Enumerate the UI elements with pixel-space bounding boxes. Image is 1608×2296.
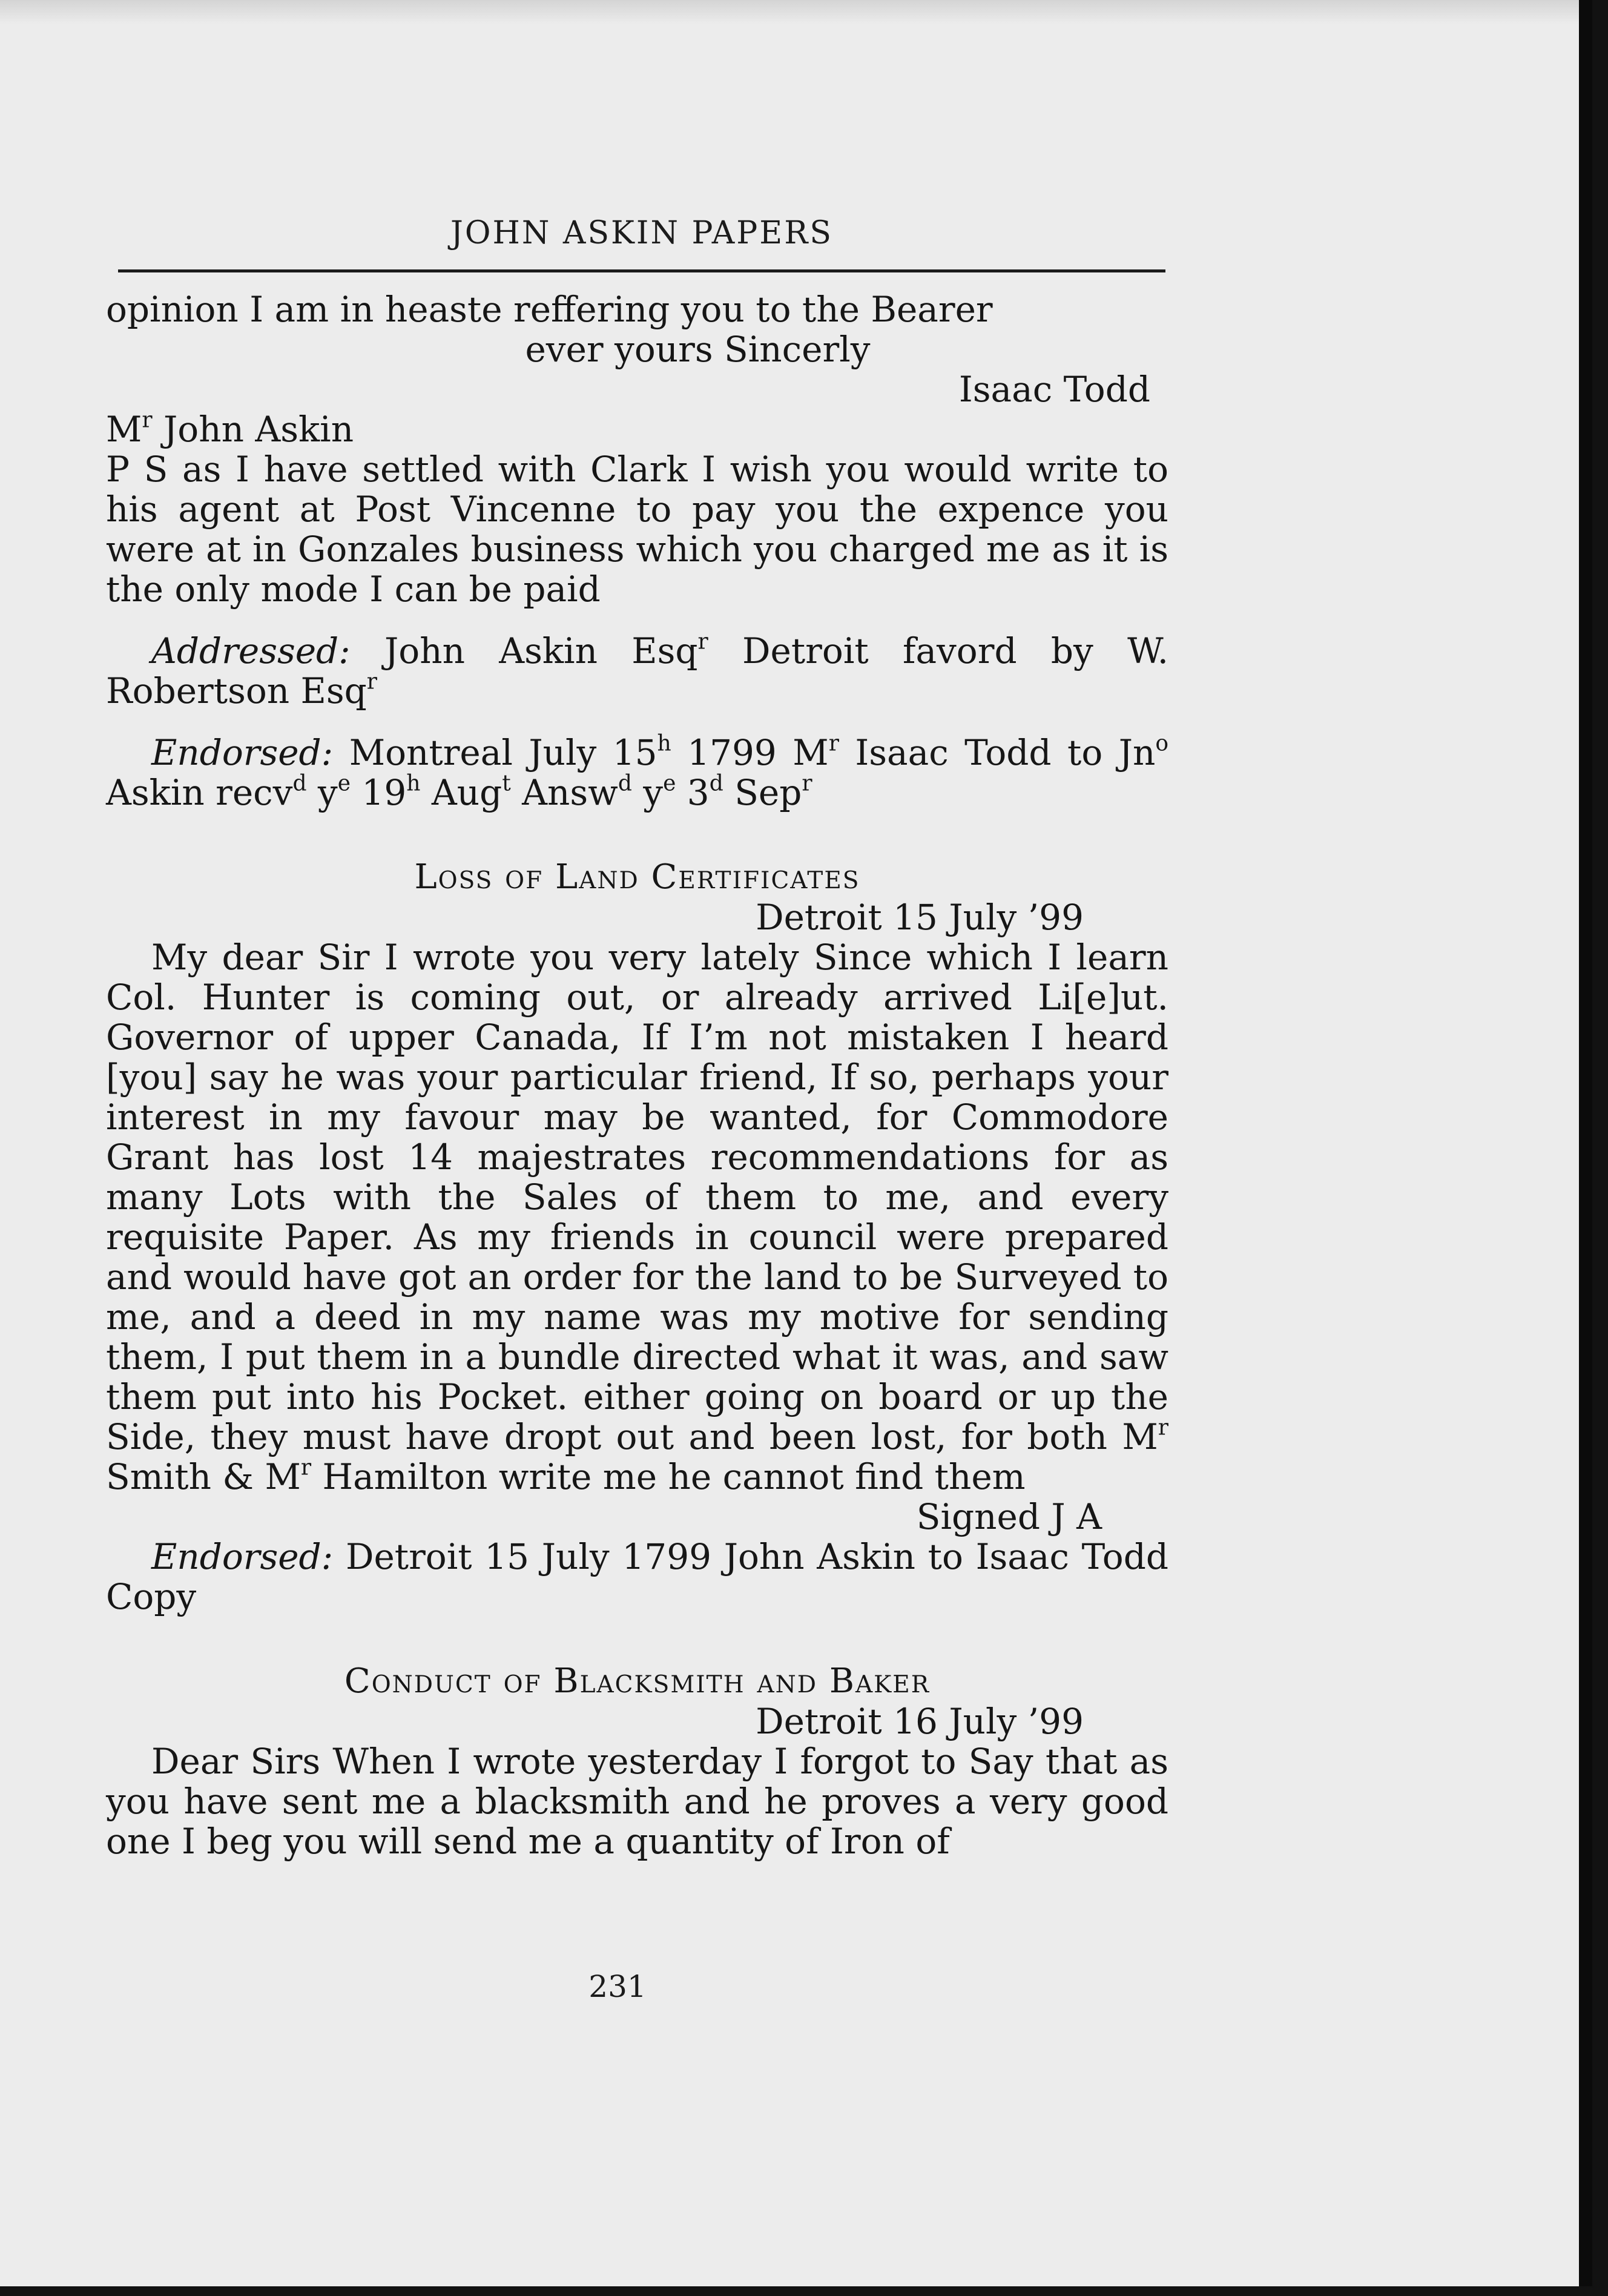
header-rule bbox=[118, 269, 1165, 272]
page-text bbox=[106, 289, 1168, 1861]
running-head: JOHN ASKIN PAPERS bbox=[450, 215, 833, 251]
letter1-endorsed: Endorsed: Montreal July 15$^h$ 1799 $M^r$ Isaac Todd to Jn$^o$ Askin recv$^d$ $y^e$ 19$^h$ Aug$^t$ Answ$^d$ $y^e$ 3$^d$ Sep$^r$ bbox=[106, 731, 1168, 813]
endorsed-label: Endorsed: bbox=[151, 732, 334, 773]
letter2-heading: Loss of Land Certificates bbox=[414, 857, 860, 897]
letter2-endorsed: Endorsed: Detroit 15 July 1799 John Askin to Isaac Todd Copy bbox=[106, 1536, 1168, 1617]
endorsed-label: Endorsed: bbox=[151, 1536, 334, 1577]
letter2-signed: Signed J A bbox=[916, 1496, 1102, 1537]
letter1-recipient: $M^r$ John Askin bbox=[106, 407, 354, 450]
addressed-label: Addressed: bbox=[151, 630, 351, 671]
page-shadow bbox=[0, 0, 1579, 24]
letter1-closing-line: opinion I am in heaste reffering you to the Bearer bbox=[106, 289, 993, 330]
letter2-body: My dear Sir I wrote you very lately Since which I learn Col. Hunter is coming out, or already arrived Li[e]ut. Governor of upper Canada, If I’m not mistaken I heard [you] say he was your particular friend, If so, perhaps your interest in my favour may be wanted, for Commodore Grant has lost 14 majestrates recommendations for as many Lots with the Sales of them to me, and every requisite Paper. As my friends in council were prepared and would have got an order for the land to be Surveyed to me, and a deed in my name was my motive for sending them, I put them in a bundle directed what it was, and saw them put into his Pocket. either going on board or up the Side, they must have dropt out and been lost, for both $M^r$ Smith & $M^r$ Hamilton write me he cannot find them bbox=[106, 937, 1168, 1497]
page-number: 231 bbox=[588, 1969, 647, 2004]
letter1-valediction: ever yours Sincerly bbox=[525, 329, 871, 370]
letter1-postscript: P S as I have settled with Clark I wish you would write to his agent at Post Vincenne to pay you the expence you were at in Gonzales business which you charged me as it is the only mode I can be paid bbox=[106, 449, 1168, 610]
letter1-addressed: Addressed: John Askin Esq$^r$ Detroit favord by W. Robertson Esq$^r$ bbox=[106, 629, 1169, 711]
letter3-body: Dear Sirs When I wrote yesterday I forgot to Say that as you have sent me a blacksmith and he proves a very good one I beg you will send me a quantity of Iron of bbox=[106, 1741, 1168, 1862]
letter3-heading: Conduct of Blacksmith and Baker bbox=[344, 1661, 931, 1701]
letter1-signature: Isaac Todd bbox=[958, 369, 1150, 410]
letter3-dateline: Detroit 16 July ’99 bbox=[756, 1701, 1084, 1742]
letter2-dateline: Detroit 15 July ’99 bbox=[756, 897, 1084, 938]
